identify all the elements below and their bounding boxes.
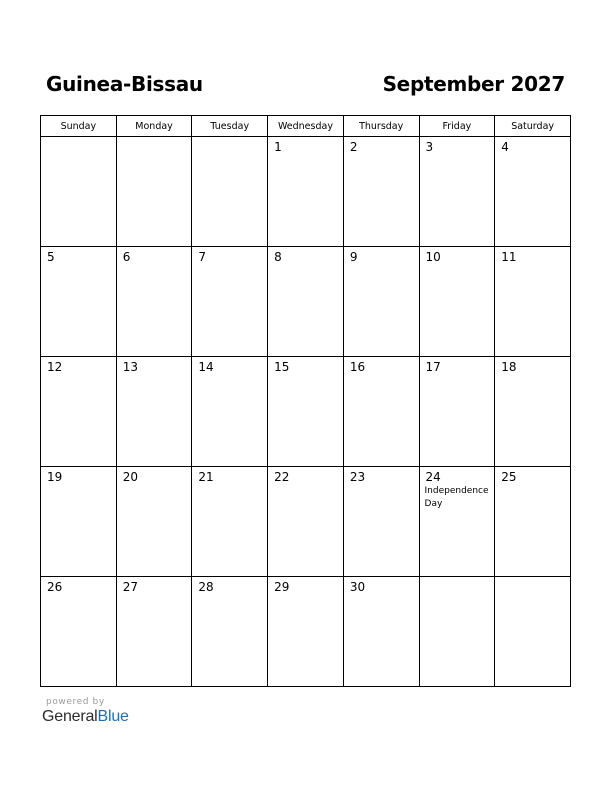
day-number: 15 (274, 360, 290, 374)
generalblue-logo[interactable] (42, 708, 129, 726)
day-number: 25 (501, 470, 517, 484)
day-cell (116, 247, 192, 357)
day-cell (495, 137, 571, 247)
day-number: 28 (198, 580, 214, 594)
day-number: 26 (47, 580, 63, 594)
day-number: 6 (122, 250, 131, 264)
calendar-grid (40, 115, 571, 687)
week-row (41, 467, 571, 577)
day-cell (116, 137, 192, 247)
day-number: 13 (122, 360, 138, 374)
day-cell (192, 467, 268, 577)
day-cell (343, 577, 419, 687)
day-number: 24 (425, 470, 441, 484)
day-number: 11 (501, 250, 517, 264)
week-row (41, 137, 571, 247)
week-row (41, 357, 571, 467)
day-number (41, 137, 116, 140)
weekday-header: Tuesday (192, 116, 268, 137)
day-cell (41, 467, 117, 577)
day-cell (419, 467, 495, 577)
day-number: 1 (274, 140, 282, 154)
day-cell (495, 467, 571, 577)
weekday-header: Monday (116, 116, 192, 137)
day-cell (192, 577, 268, 687)
day-number: 12 (47, 360, 63, 374)
day-number: 9 (349, 250, 358, 264)
weekday-header: Saturday (495, 116, 571, 137)
day-cell (192, 137, 268, 247)
day-number: 30 (349, 580, 366, 594)
day-number: 5 (47, 250, 55, 264)
day-cell (419, 357, 495, 467)
day-number (117, 137, 192, 140)
weekday-header: Thursday (343, 116, 419, 137)
powered-by-text: powered by (46, 697, 105, 707)
day-cell (268, 467, 344, 577)
day-number: 20 (122, 470, 138, 484)
day-cell (268, 577, 344, 687)
day-cell (419, 247, 495, 357)
day-number (495, 577, 570, 580)
day-number: 22 (274, 470, 290, 484)
day-cell (192, 357, 268, 467)
day-cell (116, 577, 192, 687)
day-cell (116, 357, 192, 467)
day-number: 3 (425, 140, 434, 154)
calendar-country-title: Guinea-Bissau (46, 72, 203, 96)
day-cell (495, 357, 571, 467)
holiday-label: Independence Day (424, 486, 489, 509)
day-number: 4 (501, 140, 509, 154)
day-cell (41, 247, 117, 357)
calendar-month-title: September 2027 (382, 72, 565, 96)
day-number: 18 (501, 360, 517, 374)
day-number: 8 (274, 250, 282, 264)
day-number: 19 (47, 470, 63, 484)
day-number (192, 137, 267, 140)
day-number: 29 (274, 580, 290, 594)
day-cell (268, 247, 344, 357)
weekday-header: Sunday (41, 116, 117, 137)
day-number: 27 (122, 580, 138, 594)
day-number: 7 (198, 250, 207, 264)
day-cell (41, 357, 117, 467)
day-cell (192, 247, 268, 357)
logo-word-general: General (42, 708, 98, 725)
day-number: 16 (349, 360, 366, 374)
day-cell (343, 137, 419, 247)
week-row (41, 247, 571, 357)
day-number: 2 (349, 140, 358, 154)
day-number: 17 (425, 360, 441, 374)
day-number: 10 (425, 250, 441, 264)
day-cell (343, 467, 419, 577)
day-cell (495, 247, 571, 357)
day-cell (419, 577, 495, 687)
day-cell (343, 247, 419, 357)
weekday-header: Wednesday (268, 116, 344, 137)
day-cell (116, 467, 192, 577)
week-row (41, 577, 571, 687)
day-number: 21 (198, 470, 214, 484)
weekday-header: Friday (419, 116, 495, 137)
day-cell (343, 357, 419, 467)
weekday-header-row (41, 116, 571, 137)
day-cell (268, 357, 344, 467)
day-cell (268, 137, 344, 247)
day-cell (419, 137, 495, 247)
day-cell (41, 137, 117, 247)
day-number (420, 577, 495, 580)
logo-word-blue: Blue (97, 708, 129, 725)
day-number: 23 (349, 470, 366, 484)
day-cell (495, 577, 571, 687)
day-cell (41, 577, 117, 687)
day-number: 14 (198, 360, 214, 374)
